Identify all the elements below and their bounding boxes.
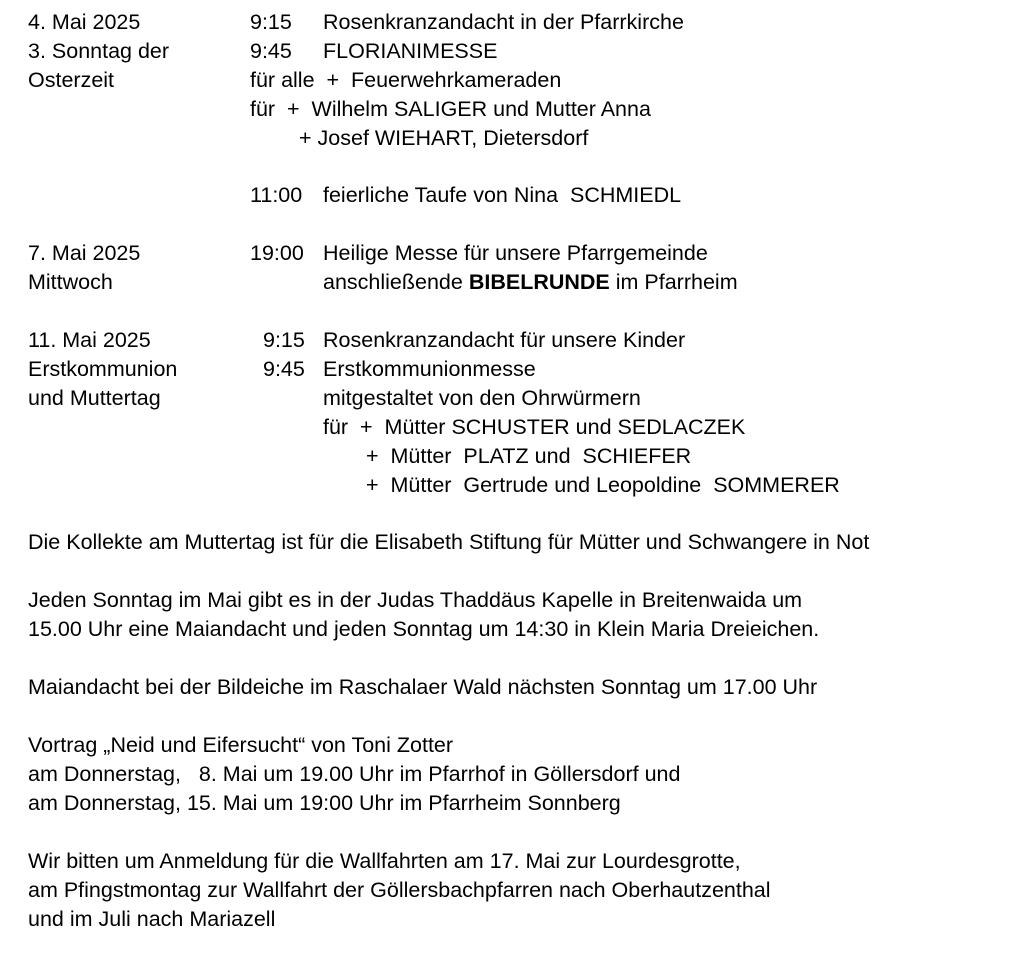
vortrag-date-1: am Donnerstag, 8. Mai um 19.00 Uhr im Pfarrhof in Göllersdorf und xyxy=(28,762,681,786)
day-label: Mittwoch xyxy=(28,270,113,294)
intention-line: + Mütter PLATZ und SCHIEFER xyxy=(366,444,692,468)
time-label: 9:15 xyxy=(250,10,292,34)
event-description: Heilige Messe für unsere Pfarrgemeinde xyxy=(323,241,708,265)
vortrag-title: Vortrag „Neid und Eifersucht“ von Toni Zotter xyxy=(28,733,454,757)
day-label: 3. Sonntag der xyxy=(28,39,170,63)
event-text: im Pfarrheim xyxy=(609,270,738,294)
time-label: 11:00 xyxy=(250,183,303,207)
date-label: 11. Mai 2025 xyxy=(28,328,151,352)
wallfahrt-line1: Wir bitten um Anmeldung für die Wallfahrten am 17. Mai zur Lourdesgrotte, xyxy=(28,849,741,873)
bildeiche-note: Maiandacht bei der Bildeiche im Raschalaer Wald nächsten Sonntag um 17.00 Uhr xyxy=(28,675,818,699)
date-label: 4. Mai 2025 xyxy=(28,10,141,34)
day-label: Osterzeit xyxy=(28,68,115,92)
intention-line: für alle + Feuerwehrkameraden xyxy=(250,68,562,92)
intention-line: + Mütter Gertrude und Leopoldine SOMMERER xyxy=(366,473,840,497)
event-description: Erstkommunionmesse xyxy=(323,357,536,381)
day-label: und Muttertag xyxy=(28,386,161,410)
kollekte-note: Die Kollekte am Muttertag ist für die Elisabeth Stiftung für Mütter und Schwangere in Not xyxy=(28,530,870,554)
maiandacht-note-line2: 15.00 Uhr eine Maiandacht und jeden Sonntag um 14:30 in Klein Maria Dreieichen. xyxy=(28,617,820,641)
day-label: Erstkommunion xyxy=(28,357,178,381)
wallfahrt-line2: am Pfingstmontag zur Wallfahrt der Göllersbachpfarren nach Oberhautzenthal xyxy=(28,878,771,902)
bibelrunde-highlight: BIBELRUNDE xyxy=(468,270,610,294)
event-description: Rosenkranzandacht in der Pfarrkirche xyxy=(323,10,684,34)
time-label: 19:00 xyxy=(250,241,304,265)
event-description: Rosenkranzandacht für unsere Kinder xyxy=(323,328,686,352)
intention-line: für + Wilhelm SALIGER und Mutter Anna xyxy=(250,97,651,121)
maiandacht-note-line1: Jeden Sonntag im Mai gibt es in der Judas Thaddäus Kapelle in Breitenwaida um xyxy=(28,588,803,612)
event-description: mitgestaltet von den Ohrwürmern xyxy=(323,386,641,410)
event-text: anschließende xyxy=(323,270,469,294)
intention-line: + Josef WIEHART, Dietersdorf xyxy=(299,126,589,150)
vortrag-date-2: am Donnerstag, 15. Mai um 19:00 Uhr im Pfarrheim Sonnberg xyxy=(28,791,621,815)
time-label: 9:45 xyxy=(250,39,292,63)
event-description: feierliche Taufe von Nina SCHMIEDL xyxy=(323,183,682,207)
time-label: 9:45 xyxy=(263,357,305,381)
date-label: 7. Mai 2025 xyxy=(28,241,141,265)
event-description xyxy=(323,268,738,297)
event-description: FLORIANIMESSE xyxy=(323,39,498,63)
intention-line: für + Mütter SCHUSTER und SEDLACZEK xyxy=(323,415,746,439)
wallfahrt-line3: und im Juli nach Mariazell xyxy=(28,907,276,931)
time-label: 9:15 xyxy=(263,328,305,352)
